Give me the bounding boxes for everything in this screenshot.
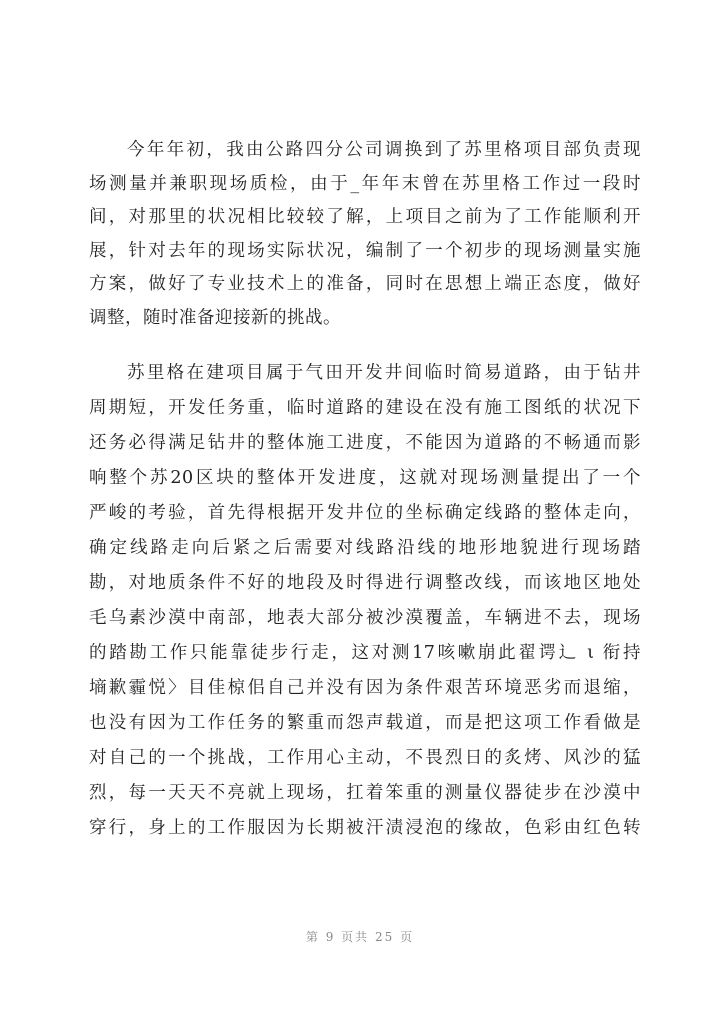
paragraph-1-line-4: 展，针对去年的现场实际状况，编制了一个初步的现场测量实施 bbox=[89, 241, 641, 261]
paragraph-2-line-4: 响整个苏20区块的整体开发进度，这就对现场测量提出了一个 bbox=[89, 468, 641, 488]
paragraph-2-line-11: 也没有因为工作任务的繁重而怨声载道，而是把这项工作看做是 bbox=[89, 713, 641, 733]
paragraph-2-line-1: 苏里格在建项目属于气田开发井间临时简易道路，由于钻井 bbox=[127, 363, 641, 383]
paragraph-2-line-14: 穿行，身上的工作服因为长期被汗渍浸泡的缘故，色彩由红色转 bbox=[89, 818, 641, 838]
paragraph-2-line-8: 毛乌素沙漠中南部，地表大部分被沙漠覆盖，车辆进不去，现场 bbox=[89, 608, 641, 628]
paragraph-2-line-10: 墒歉霾悦〉目佳椋佀自己并没有因为条件艰苦环境恶劣而退缩， bbox=[89, 678, 641, 698]
paragraph-2-line-6: 确定线路走向后紧之后需要对线路沿线的地形地貌进行现场踏 bbox=[89, 538, 641, 558]
paragraph-2-line-7: 勘，对地质条件不好的地段及时得进行调整改线，而该地区地处 bbox=[89, 573, 641, 593]
paragraph-1-line-5: 方案，做好了专业技术上的准备，同时在思想上端正态度，做好 bbox=[89, 274, 641, 294]
page-number-footer: 第 9 页共 25 页 bbox=[305, 930, 415, 944]
paragraph-2-line-5: 严峻的考验，首先得根据开发井位的坐标确定线路的整体走向， bbox=[89, 503, 641, 523]
paragraph-2-line-12: 对自己的一个挑战，工作用心主动，不畏烈日的炙烤、风沙的猛 bbox=[89, 748, 641, 768]
paragraph-2-line-13: 烈，每一天天不亮就上现场，扛着笨重的测量仪器徒步在沙漠中 bbox=[89, 783, 641, 803]
paragraph-2-line-2: 周期短，开发任务重，临时道路的建设在没有施工图纸的状况下 bbox=[89, 398, 641, 418]
paragraph-1-line-6: 调整，随时准备迎接新的挑战。 bbox=[89, 308, 341, 328]
paragraph-1-line-1: 今年年初，我由公路四分公司调换到了苏里格项目部负责现 bbox=[127, 140, 641, 160]
paragraph-2-line-3: 还务必得满足钻井的整体施工进度，不能因为道路的不畅通而影 bbox=[89, 433, 641, 453]
paragraph-2-line-9: 的踏勘工作只能靠徒步行走，这对测17咳嗽崩此翟谔辶 ι 衔持 bbox=[89, 643, 641, 663]
paragraph-1-line-3: 间，对那里的状况相比较较了解，上项目之前为了工作能顺利开 bbox=[89, 207, 641, 227]
paragraph-1-line-2: 场测量并兼职现场质检，由于_年年末曾在苏里格工作过一段时 bbox=[89, 174, 641, 194]
